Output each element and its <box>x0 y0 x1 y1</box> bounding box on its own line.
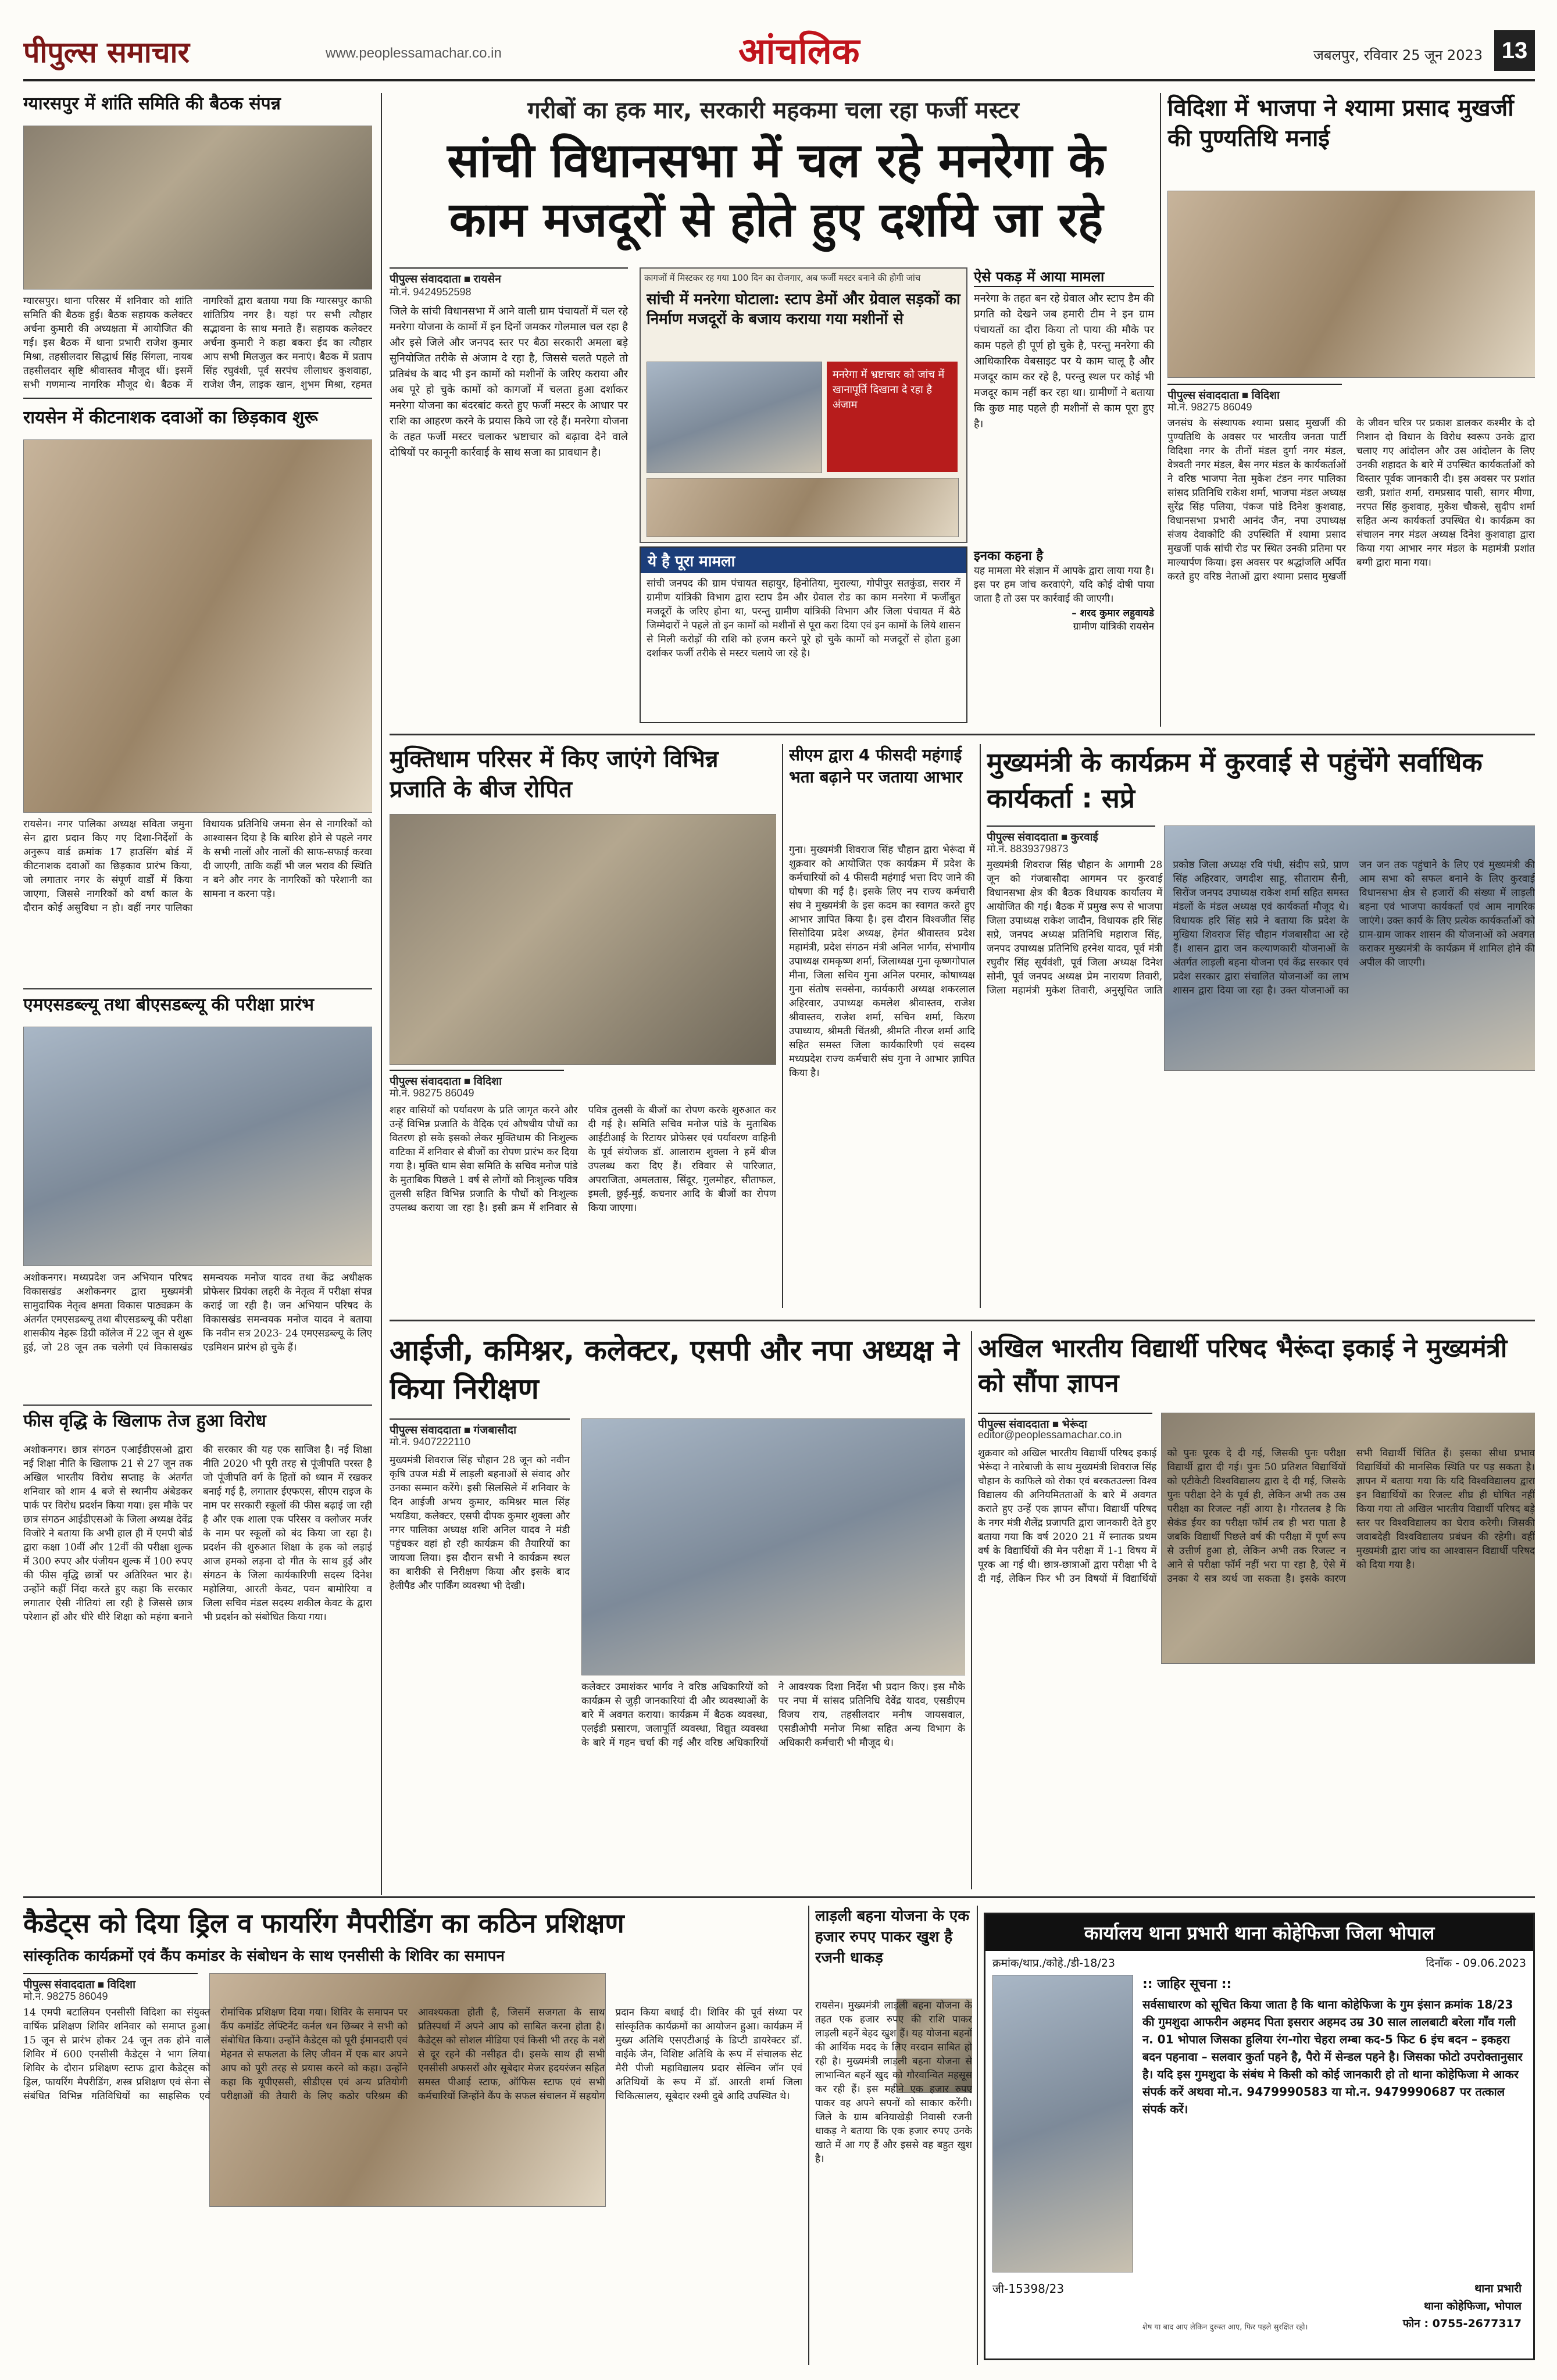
photo <box>23 1027 372 1266</box>
body: शुक्रवार को अखिल भारतीय विद्यार्थी परिषद इकाई भेरूंदा ने नारेबाजी के साथ मुख्यमंत्री शिवराज सिंह चौहान के काफिले को रोका एवं बरकतउल्ला विश्व विद्यालय की अनियमितताओं के बारे में अवगत कराते हुए उन्हें एक ज्ञापन सौंपा। विद्यार्थी परिषद के नगर मंत्री शैलेंद्र प्रजापति द्वारा जानकारी देते हुए बताया गया कि वर्ष 2020 21 में स्नातक प्रथम वर्ष के विद्यार्थियों की मेन परीक्षा में 1-1 विषय में पूरक आ गई थी। छात्र-छात्राओं द्वारा परीक्षा भी दे दी गई, लेकिन फिर भी उन विषयों में विद्यार्थियों को पुनः पूरक दे दी गई, जिसकी पुनः परीक्षा विद्यार्थी द्वारा दी गई। पुनः 50 प्रतिशत विद्यार्थियों को एटीकेटी विश्वविद्यालय द्वारा दे दी गई, जिसके पुनः परीक्षा देने के पूर्व ही, लेकिन अभी तक उस परीक्षा का रिजल्ट नहीं आया है। गौरतलब है कि सेकंड ईयर का परीक्षा फॉर्म तब ही भरा पाता है जबकि विद्यार्थी पिछले वर्ष की परीक्षा में पूर्ण रूप से उत्तीर्ण हुआ हो, लेकिन अभी तक रिजल्ट न आने से परीक्षा फॉर्म नहीं भरा पा रहा है, ऐसे में उनका ये सत्र व्यर्थ जा सकता है। इसके कारण सभी विद्यार्थी चिंतित हैं। इसका सीधा प्रभाव विद्यार्थियों की मानसिक स्थिति पर पड़ सकता है। ज्ञापन में बताया गया कि यदि विश्वविद्यालय द्वारा इन विद्यार्थियों का रिजल्ट शीघ्र ही घोषित नहीं किया गया तो अखिल भारतीय विद्यार्थी परिषद बड़े स्तर पर विश्वविद्यालय का घेराव करेगी। जिसकी जवाबदेही विश्वविद्यालय प्रबंधन की रहेगी। वहीं मुख्यमंत्री द्वारा जांच का आश्वासन विद्यार्थी परिषद को दिया गया है। <box>978 1448 1535 1585</box>
byline-text: पीपुल्स संवाददाता <box>390 1424 461 1436</box>
byline-place: रायसेन <box>473 273 501 285</box>
box-title: ये है पूरा मामला <box>641 548 966 573</box>
body: मुख्यमंत्री शिवराज सिंह चौहान 28 जून को नवीन कृषि उपज मंडी में लाड़ली बहनाओं से संवाद और उनका सम्मान करेंगे। इसी सिलसिले में शनिवार के दिन आईजी अभय कुमार, कमिश्नर माल सिंह भयडिया, कलेक्टर, एसपी दीपक कुमार शुक्ला और नगर पालिका अध्यक्ष शशि अनिल यादव ने मंडी पहुंचकर वहां हो रही कार्यक्रम की तैयारियों का जायजा लिया। इस दौरान सभी ने कार्यक्रम स्थल का बारीकी से निरीक्षण किया और इसके बाद हेलीपैड और पार्किंग व्यवस्था भी देखी। <box>390 1455 570 1592</box>
story-cm-da <box>789 744 975 1314</box>
photo <box>390 814 776 1065</box>
byline-text: पीपुल्स संवाददाता <box>390 273 461 285</box>
headline: मुख्यमंत्री के कार्यक्रम में कुरवाई से पहुंचेंगे सर्वाधिक कार्यकर्ता : सप्रे <box>987 746 1483 814</box>
clip-photo-2 <box>647 478 959 537</box>
missing-person-photo <box>992 1975 1133 2272</box>
byline-text: पीपुल्स संवाददाता <box>978 1418 1049 1431</box>
headline: लाड़ली बहना योजना के एक हजार रुपए पाकर खुश है रजनी धाकड़ <box>815 1907 970 1967</box>
mobile: मो.नं. 98275 86049 <box>1167 401 1252 413</box>
body: गुना। मुख्यमंत्री शिवराज सिंह चौहान द्वारा भेरूंदा में शुक्रवार को आयोजित एक कार्यक्रम में प्रदेश के कर्मचारियों को 4 फीसदी महंगाई भत्ता दिए जाने की घोषणा की गई है। इसके लिए नप राज्य कर्मचारी संघ ने मुख्यमंत्री के इस कदम का स्वागत करते हुए आभार ज्ञापित किया है। इस दौरान विश्वजीत सिंह सिसोदिया प्रदेश अध्यक्ष, हेमंत श्रीवास्तव प्रदेश महामंत्री, प्रदेश संगठन मंत्री अनिल भार्गव, संभागीय उपाध्यक्ष रामकृष्ण शर्मा, जिलाध्यक्ष गुना कृष्णगोपाल मीना, जिला सचिव गुना अनिल परमार, कोषाध्यक्ष गुना संतोष सक्सेना, कार्यकारी अध्यक्ष शकरलाल अहिरवार, उपाध्यक्ष कमलेश श्रीवास्तव, राजेश श्रीवास्तव, राजेश शर्मा, सचिन शर्मा, किरण उपाध्याय, श्रीमती चिंतश्री, श्रीमति नीरज शर्मा आदि सहित समस्त जिला कार्यकारिणी एवं सदस्य मध्यप्रदेश राज्य कर्मचारी संघ गुना ने आभार ज्ञापित किया है। <box>789 844 975 1079</box>
byline-text: पीपुल्स संवाददाता <box>987 831 1058 844</box>
headline: रायसेन में कीटनाशक दवाओं का छिड़काव शुरू <box>23 408 318 428</box>
byline-place: भेरूंदा <box>1062 1418 1087 1431</box>
headline: कैडेट्स को दिया ड्रिल व फायरिंग मैपरीडिंग का कठिन प्रशिक्षण <box>23 1907 624 1939</box>
caption-body: कलेक्टर उमाशंकर भार्गव ने वरिष्ठ अधिकारियों को कार्यक्रम से जुड़ी जानकारियां दी और व्यवस्थाओं के बारे में अवगत कराया। कार्यक्रम में बैठक व्यवस्था, एलईडी प्रसारण, जलापूर्ति व्यवस्था, विद्युत व्यवस्था के बारे में गहन चर्चा की गई और वरिष्ठ अधिकारियों ने आवश्यक दिशा निर्देश भी प्रदान किए। इस मौके पर नपा में सांसद प्रतिनिधि देवेंद्र यादव, एसडीएम विजय राय, तहसीलदार मनीष जायसवाल, एसडीओपी मनोज मिश्रा सहित अन्य विभाग के अधिकारी कर्मचारी भी मौजूद थे। <box>581 1681 965 1749</box>
headline: ग्यारसपुर में शांति समिति की बैठक संपन्न <box>23 94 281 114</box>
masthead <box>23 23 1535 81</box>
subhead: सांस्कृतिक कार्यक्रमों एवं कैंप कमांडर के संबोधन के साथ एनसीसी के शिविर का समापन <box>23 1947 505 1965</box>
lead-mobile: मो.नं. 9424952598 <box>390 286 472 298</box>
lead-headline: सांची विधानसभा में चल रहे मनरेगा के काम मजदूरों से होते हुए दर्शाये जा रहे <box>447 133 1105 248</box>
body: अशोकनगर। छात्र संगठन एआईडीएसओ द्वारा नई शिक्षा नीति के खिलाफ 21 से 27 जून तक अखिल भारतीय विरोध सप्ताह के अंतर्गत शनिवार को शाम 4 बजे से स्थानीय अंबेडकर पार्क पर विरोध प्रदर्शन किया गया। इस मौके पर छात्र संगठन आईडीएसओ के जिला अध्यक्ष देवेंद्र विजोरे ने बताया कि अभी हाल ही में एमपी बोर्ड द्वारा कक्षा 10वीं और 12वीं की परीक्षा शुल्क में 300 रुपए और पंजीयन शुल्क में 100 रुपए की फीस वृद्धि छात्रों पर अतिरिक्त भार है। उन्होंने कहीं निंदा करते हुए कहा कि सरकार लगातार ऐसी नीतियां ला रही है जिससे छात्र परेशान हों और धीरे धीरे शिक्षा को महंगा बनाने की सरकार की यह एक साजिश है। नई शिक्षा नीति 2020 भी पूरी तरह से पूंजीपति परस्त है जो पूंजीपति वर्ग के हितों को ध्यान में रखकर बनाई गई है, लगातार ईएफएस, सीएम राइज के नाम पर सरकारी स्कूलों की फीस बढ़ाई जा रही है और एक शाला एक परिसर व क्लोजर मर्जर के नाम पर स्कूलों को बंद किया जा रहा है। प्रदर्शन की शुरुआत शिक्षा के हक को लड़ाई आज हमको लड़ना दो गीत के साथ हुई और संगठन के जिला कार्यकारिणी सदस्य दिनेश महोलिया, आरती केवट, पवन बामोरिया व जिला सचिव मंडल सदस्य शकील केवट के द्वारा भी प्रदर्शन को संबोधित किया गया। <box>23 1444 372 1623</box>
story-ladli-behna <box>815 1906 972 2365</box>
body: रायसेन। नगर पालिका अध्यक्ष सविता जमुना सेन द्वारा प्रदान किए गए दिशा-निर्देशों के अनुरूप वार्ड क्रमांक 17 हाउसिंग बोर्ड में कीटनाशक दवाओं का छिड़काव प्रारंभ किया, जो लगातार नगर के संपूर्ण वार्डों में किया जाएगा, जिससे नागरिकों को वर्षा काल के दौरान कोई असुविधा न हो। वहीं नगर पालिका विधायक प्रतिनिधि जमना सेन से नागरिकों को आश्वासन दिया है कि बारिश होने से पहले नगर के सभी नालों और नालों की साफ-सफाई करवा दी जाएगी, ताकि कहीं भी जल भराव की स्थिति न बने और नगर के नागरिकों को परेशानी का सामना न करना पड़े। <box>23 819 372 914</box>
headline: विदिशा में भाजपा ने श्यामा प्रसाद मुखर्जी की पुण्यतिथि मनाई <box>1167 95 1514 152</box>
body: रायसेन। मुख्यमंत्री लाड़ली बहना योजना के तहत एक हजार रुपए की राशि पाकर लाड़ली बहनें बेहद खुश हैं। यह योजना बहनों की आर्थिक मदद के लिए वरदान साबित हो रही है। मुख्यमंत्री लाड़ली बहना योजना से लाभान्वित बहनें खुद को गौरवान्वित महसूस कर रही हैं। इस महीने एक हजार रुपए पाकर वह अपने सपनों को साकार करेंगी। जिले के ग्राम बनियाखेड़ी निवासी रजनी धाकड़ ने बताया कि एक हजार रुपए उनके खाते में आ गए हैं और इससे वह बहुत खुश है। <box>815 2000 972 2165</box>
lead-byline: पीपुल्स संवाददाता ■ रायसेन <box>390 267 628 286</box>
byline-text: पीपुल्स संवाददाता <box>390 1075 461 1088</box>
story-vidisha-bjp <box>1167 93 1535 727</box>
story-fee-protest <box>23 1410 372 1893</box>
byline-place: विदिशा <box>1251 389 1280 402</box>
lead-body: जिले के सांची विधानसभा में आने वाली ग्राम पंचायतों में चल रहे मनरेगा योजना के कामों में इन दिनों जमकर गोलमाल चल रहा है और इसे जिले और जनपद स्तर पर बैठा सरकारी अमला बड़े सुनियोजित तरीके से अंजाम दे रहा है, जिससे चलते पहले तो प्रतिबंध के बाद भी इन कामों को मशीनों के जरिए कराया और अब पूरे हो चुके कामों को कागजों में चलता हुआ दर्शाकर मनरेगा योजना का बंदरबांट करते हुए फर्जी मस्टर के आधार पर राशि का आहरण करने के प्रयास किये जा रहे हैं। मनरेगा योजना के तहत फर्जी मस्टर चलाकर भ्रष्टाचार को बढ़ावा देने वाले दोषियों पर कानूनी कार्रवाई के साथ सजा का प्रावधान है। <box>390 305 628 459</box>
story-msw-exam <box>23 994 372 1401</box>
quote-role: ग्रामीण यांत्रिकी रायसेन <box>1073 621 1154 632</box>
lead-clipping <box>640 267 967 543</box>
story-abvp <box>978 1331 1535 1889</box>
quote-body: यह मामला मेरे संज्ञान में आपके द्वारा लाया गया है। इस पर हम जांच करवाएंगे, यदि कोई दोषी पाया जाता है तो उस पर कार्रवाई की जाएगी। <box>974 565 1154 605</box>
mobile: मो.नं. 9407222110 <box>390 1436 471 1448</box>
story-raisen-spray <box>23 407 372 953</box>
byline: पीपुल्स संवाददाता ■ विदिशा <box>1167 384 1342 402</box>
story-ncc-cadets <box>23 1906 802 2365</box>
notice-sign-1: थाना प्रभारी <box>1474 2282 1522 2295</box>
byline-text: पीपुल्स संवाददाता <box>23 1979 95 1991</box>
quote-title: इनका कहना है <box>974 549 1044 563</box>
mobile: मो.नं. 98275 86049 <box>23 1991 108 2002</box>
side-title: ऐसे पकड़ में आया मामला <box>974 267 1154 287</box>
clip-photo <box>647 362 822 473</box>
story-ig-inspection <box>390 1331 965 1889</box>
body: जनसंघ के संस्थापक श्यामा प्रसाद मुखर्जी की पुण्यतिथि के अवसर पर भारतीय जनता पार्टी विदिशा नगर के तीनों मंडल दुर्गा नगर मंडल, वेत्रवती नगर मंडल, बैस नगर मंडल के कार्यकर्ताओं ने वरिष्ठ भाजपा नेता मुकेश टंडन नगर पालिका सांसद प्रतिनिधि राकेश शर्मा, भाजपा मंडल अध्यक्ष सुरेंद्र सिंह पलिया, पंकज पांडे दिनेश कुशवाह, विधानसभा प्रभारी आनंद जैन, नपा उपाध्यक्ष संजय देवाकोटि की उपस्थिति में श्यामा प्रसाद मुखर्जी पार्क सांची रोड पर स्थित उनकी प्रतिमा पर माल्यार्पण किया। इस अवसर पर श्रद्धांजलि अर्पित करते हुए वरिष्ठ नेताओं द्वारा श्यामा प्रसाद मुखर्जी के जीवन चरित्र पर प्रकाश डालकर कश्मीर के दो निशान दो विधान के विरोध स्वरूप उनके द्वारा चलाए गए आंदोलन और उस आंदोलन के लिए उनकी शहादत के बारे में उपस्थित कार्यकर्ताओं को विस्तार पूर्वक जानकारी दी। इस अवसर पर प्रशांत खत्री, प्रशांत शर्मा, रामप्रसाद पासी, सागर मीणा, नरपत सिंह कुशवाह, मुकेश चौकसे, सुदीप शर्मा सहित अन्य कार्यकर्ता उपस्थित थे। कार्यक्रम का संचालन नगर मंडल अध्यक्ष दिनेश कुशवाहा द्वारा किया गया आभार नगर मंडल के महामंत्री प्रशांत बग्गी द्वारा माना गया। <box>1167 417 1535 583</box>
byline: पीपुल्स संवाददाता ■ भेरूंदा <box>978 1413 1152 1431</box>
photo <box>23 126 372 290</box>
side-box <box>974 267 1154 541</box>
headline: एमएसडब्ल्यू तथा बीएसडब्ल्यू की परीक्षा प्रारंभ <box>23 995 314 1015</box>
paper-logo: पीपुल्स समाचार <box>23 35 190 69</box>
full-case-box <box>640 546 967 723</box>
notice-ref: क्रमांक/थाप्र./कोहे./डी-18/23 <box>992 1957 1115 1970</box>
email[interactable]: editor@peoplessamachar.co.in <box>978 1429 1122 1441</box>
byline: पीपुल्स संवाददाता ■ गंजबासौदा <box>390 1418 570 1437</box>
byline-place: कुरवाई <box>1070 831 1098 844</box>
clip-caption: कागजों में मिस्टकर रह गया 100 दिन का रोजगार, अब फर्जी मस्टर बनाने की होगी जांच <box>644 273 921 283</box>
clip-headline: सांची में मनरेगा घोटाला: स्टाप डेमों और ग्रेवाल सड़कों का निर्माण मजदूरों के बजाय कराया गया मशीनों से <box>647 291 960 328</box>
byline-place: विदिशा <box>107 1979 135 1991</box>
body: ग्यारसपुर। थाना परिसर में शनिवार को शांति समिति की बैठक हुई। बैठक सहायक कलेक्टर अर्चना कुमारी की अध्यक्षता में आयोजित की गई। इस बैठक में थाना प्रभारी राजेश कुमार मिश्रा, तहसीलदार सिद्धार्थ सिंह सिंगला, नायब तहसीलदार सृष्टि श्रीवास्तव मौजूद थीं। इसमें सभी गणमान्य नागरिक मौजूद थे। बैठक में नागरिकों द्वारा बताया गया कि ग्यारसपुर काफी शांतिप्रिय नगर है। यहां पर सभी त्यौहार सद्भावना के साथ मनाते हैं। सहायक कलेक्टर अर्चना कुमारी ने कहा बकरा ईद का त्यौहार आप सभी मिलजुल कर मनाएं। बैठक में प्रताप सिंह रघुवंशी, पूर्व सरपंच लीलाधर कुशवाहा, राजेश जैन, लाइक खान, शुभम मिश्रा, रहमत <box>23 295 372 391</box>
body: मुख्यमंत्री शिवराज सिंह चौहान के आगामी 28 जून को गंजबासौदा आगमन पर कुरवाई विधानसभा क्षेत्र की बैठक विधायक कार्यालय में आयोजित की गई। बैठक में प्रमुख रूप से भाजपा जिला उपाध्यक्ष राकेश जादौन, विधायक हरि सिंह सप्रे, जनपद अध्यक्ष प्रतिनिधि महाराज सिंह, जनपद उपाध्यक्ष प्रतिनिधि हरनेश यादव, पूर्व मंत्री रघुवीर सिंह सूर्यवंशी, पूर्व जिला अध्यक्ष दिनेश सोनी, पूर्व जनपद अध्यक्ष प्रेम नारायण तिवारी, जिला महामंत्री मुकेश तिवारी, अनुसूचित जाति प्रकोष्ठ जिला अध्यक्ष रवि पंथी, संदीप सप्रे, प्राण सिंह अहिरवार, जगदीश साहू, सीताराम सैनी, सिरोंज जनपद उपाध्यक्ष राकेश शर्मा सहित समस्त मंडलों के मंडल अध्यक्ष एवं कार्यकर्ता मौजूद थे। विधायक हरि सिंह सप्रे ने बताया कि प्रदेश के मुखिया शिवराज सिंह चौहान गंजबासौदा आ रहे हैं। शासन द्वारा जन कल्याणकारी योजनाओं के अंतर्गत लाड़ली बहना योजना एवं केंद्र सरकार एवं प्रदेश सरकार द्वारा संचालित योजनाओं का लाभ शासन द्वारा दिया जा रहा है। उक्त योजनाओं का जन जन तक पहुंचाने के लिए एवं मुख्यमंत्री की आम सभा को सफल बनाने के लिए कुरवाई विधानसभा क्षेत्र से हजारों की संख्या में लाड़ली बहना एवं भाजपा कार्यकर्ता एवं आम नागरिक जाएंगे। उक्त कार्य के लिए प्रत्येक कार्यकर्ताओं को ग्राम-ग्राम जाकर शासन की योजनाओं को अवगत कराकर मुख्यमंत्री के कार्यक्रम में शामिल होने की अपील की जाएगी। <box>987 859 1535 996</box>
notice-subtitle: :: जाहिर सूचना :: <box>1142 1977 1232 1992</box>
body: शहर वासियों को पर्यावरण के प्रति जागृत करने और उन्हें विभिन्न प्रजाति के वैदिक एवं औषधीय पौधों का वितरण हो सके इसको लेकर मुक्तिधाम की निःशुल्क वाटिका में शनिवार से बीजों का रोपण प्रारंभ कर दिया गया है। मुक्ति धाम सेवा समिति के सचिव मनोज पांडे के मुताबिक पिछले 1 वर्ष से लोगों को निःशुल्क पवित्र तुलसी सहित विभिन्न प्रजाति के पौधों को निःशुल्क उपलब्ध कराया जा रहा है। इसी क्रम में शनिवार से पवित्र तुलसी के बीजों का रोपण करके शुरुआत कर दी गई है। समिति सचिव मनोज पांडे के मुताबिक आईटीआई के रिटायर प्रोफेसर एवं पर्यावरण वाहिनी के पूर्व संयोजक डॉ. आलाराम शुक्ला ने हमें बीज उपलब्ध करा दिए हैं। रविवार से पारिजात, अपराजिता, अमलतास, सिंदूर, गुलमोहर, सीताफल, इमली, छुई-मुई, कचनार आदि के बीजों का रोपण किया जाएगा। <box>390 1105 776 1214</box>
notice-title: कार्यालय थाना प्रभारी थाना कोहेफिजा जिला भोपाल <box>985 1914 1533 1951</box>
headline: मुक्तिधाम परिसर में किए जाएंगे विभिन्न प्रजाति के बीज रोपित <box>390 746 719 803</box>
notice-footer: शेष या बाद आए लेकिन दुरुस्त आए, फिर पहले सुरक्षित रहो। <box>1142 2323 1308 2332</box>
notice-body: सर्वसाधारण को सूचित किया जाता है कि थाना कोहेफिजा के गुम इंसान क्रमांक 18/23 की गुमशुदा आफरीन अहमद पिता इसरार अहमद उम्र 30 साल लालबाटी बरेला गाँव गली न. 01 भोपाल जिसका हुलिया रंग-गोरा चेहरा लम्बा कद-5 फिट 6 इंच बदन – इकहरा बदन पहनावा – सलवार कुर्ता पहने है, पैरो में सेन्डल पहने है। जिसका फोटो उपरोक्तानुसार है। यदि इस गुमशुदा के संबंध मे किसी को कोई जानकारी हो तो थाना कोहेफिजा मे आकर संपर्क करें अथवा मो.न. 9479990583 या मो.न. 9479990687 पर तत्काल संपर्क करें। <box>1142 1997 1523 2116</box>
story-gyaraspur <box>23 93 372 395</box>
lead-story <box>390 93 1157 727</box>
byline-place: गंजबासौदा <box>473 1424 516 1436</box>
side-body: मनरेगा के तहत बन रहे ग्रेवाल और स्टाप डैम की प्रगति को देखने जब हमारी टीम ने इन ग्राम पंचायतों का दौरा किया तो पाया की मौके पर काम पहले ही पूर्ण हो चुके है, परन्तु मनरेगा की आधिकारिक वेबसाइट पर ये काम चालू है और मजदूर काम कर रहे है, परन्तु स्थल पर कोई भी मजदूर काम नहीं कर रहा था। ग्रामीणों ने बताया कि कुछ माह पहले ही मशीनों से काम पूरा हुए है। <box>974 292 1154 430</box>
page-number: 13 <box>1494 30 1535 71</box>
clip-quote: मनरेगा में भ्रष्टाचार को जांच में खानापूर्ति दिखाना दे रहा है अंजाम <box>827 362 958 472</box>
byline: पीपुल्स संवाददाता ■ विदिशा <box>390 1070 564 1088</box>
notice-phone: फोन : 0755-2677317 <box>1402 2317 1522 2330</box>
headline: फीस वृद्धि के खिलाफ तेज हुआ विरोध <box>23 1411 266 1431</box>
section-title: आंचलिक <box>738 30 860 72</box>
headline: सीएम द्वारा 4 फीसदी महंगाई भता बढ़ाने पर जताया आभार <box>789 745 963 787</box>
box-body: सांची जनपद की ग्राम पंचायत सहायुर, हिनोतिया, मुराल्या, गोपीपुर सतकुंडा, सरार में ग्रामीण यांत्रिकी विभाग द्वारा स्टाप डैम और ग्रेवाल रोड का काम मनरेगा में फर्जीबुत मजदूरों के जरिए होना था, परन्तु ग्रामीण यांत्रिकी विभाग और जिला पंचायत में बैठे जिम्मेदारों ने पहले तो इन कामों को मशीनों से पूरा करा दिया एवं इन कामों के लिये शासन से मिली करोड़ों की राशि को हजम करने पूरे हो चुके कामों को मजदूरों से होता हुआ दर्शाकर फर्जी तरीके से मस्टर चलाये जा रहे है। <box>647 578 960 659</box>
photo <box>581 1418 965 1675</box>
byline: पीपुल्स संवाददाता ■ विदिशा <box>23 1973 198 1992</box>
mobile: मो.नं. 8839379873 <box>987 843 1069 855</box>
lead-kicker: गरीबों का हक मार, सरकारी महकमा चला रहा फर्जी मस्टर <box>527 97 1019 124</box>
notice-sign-2: थाना कोहेफिजा, भोपाल <box>1423 2300 1522 2313</box>
headline: अखिल भारतीय विद्यार्थी परिषद भैरूंदा इकाई ने मुख्यमंत्री को सौंपा ज्ञापन <box>978 1334 1508 1398</box>
notice-date: दिनाँक - 09.06.2023 <box>1426 1957 1526 1970</box>
police-notice <box>984 1913 1535 2360</box>
byline-place: विदिशा <box>473 1075 502 1088</box>
body: अशोकनगर। मध्यप्रदेश जन अभियान परिषद विकासखंड अशोकनगर द्वारा मुख्यमंत्री सामुदायिक नेतृत्व क्षमता विकास पाठ्यक्रम के अंतर्गत एमएसडब्ल्यू तथा बीएसडब्ल्यू की परीक्षा शासकीय नेहरू डिग्री कॉलेज में 22 जून से शुरू हुई, जो 28 जून तक चलेगी एवं विकासखंड समन्वयक मनोज यादव तथा केंद्र अधीक्षक प्रोफेसर प्रियंका लहरी के नेतृत्व में परीक्षा संपन्न कराई जा रही है। जन अभियान परिषद के विकासखंड समन्वयक मनोज यादव ने बताया कि नवीन सत्र 2023- 24 एमएसडब्ल्यू के लिए एडमिशन प्रारंभ हो चुके हैं। <box>23 1272 372 1353</box>
byline: पीपुल्स संवाददाता ■ कुरवाई <box>987 826 1155 844</box>
notice-code: जी-15398/23 <box>992 2282 1065 2296</box>
photo <box>23 439 372 813</box>
issue-date: जबलपुर, रविवार 25 जून 2023 <box>1313 47 1483 63</box>
headline: आईजी, कमिश्नर, कलेक्टर, एसपी और नपा अध्यक्ष ने किया निरीक्षण <box>390 1334 959 1406</box>
story-kurwai <box>987 744 1535 1314</box>
website[interactable]: www.peoplessamachar.co.in <box>326 45 502 61</box>
byline-text: पीपुल्स संवाददाता <box>1167 389 1239 402</box>
mobile: मो.नं. 98275 86049 <box>390 1087 474 1099</box>
body: 14 एमपी बटालियन एनसीसी विदिशा का संयुक्त वार्षिक प्रशिक्षण शिविर शनिवार को समाप्त हुआ। 15 जून से प्रारंभ होकर 24 जून तक होने वाले शिविर में 600 एनसीसी कैडेट्स ने भाग लिया। शिविर के दौरान प्रशिक्षण स्टाफ द्वारा कैडेट्स को ड्रिल, फायरिंग मैपरीडिंग, शस्त्र प्रशिक्षण एवं सेना से संबंधित विभिन्न गतिविधियों का साहसिक एवं रोमांचिक प्रशिक्षण दिया गया। शिविर के समापन पर कैंप कमांडेंट लेफ्टिनेंट कर्नल धन छिब्बर ने सभी को संबोधित किया। उन्होंने कैडेट्स को पूरी ईमानदारी एवं मेहनत से सफलता के लिए जीवन में एक बार अपने आप को पूरी तरह से प्रयास करने को कहा। उन्होंने कहा कि यूपीएससी, सीडीएस एवं अन्य प्रतियोगी परीक्षाओं की तैयारी के लिए कठोर परिश्रम की आवश्यकता होती है, जिसमें सजगता के साथ प्रतिस्पर्धा में अपने आप को साबित करना होता है। कैडेट्स को सोशल मीडिया एवं किसी भी तरह के नशे से दूर रहने की नसीहत दी। इसके साथ ही सभी एनसीसी अफसरों और सूबेदार मेजर हदयरंजन सहित समस्त पीआई स्टाफ, ऑफिस स्टाफ एवं सभी कर्मचारियों जिन्होंने कैंप के सफल संचालन में सहयोग प्रदान किया बधाई दी। शिविर की पूर्व संध्या पर सांस्कृतिक कार्यक्रमों का आयोजन हुआ। कार्यक्रम में मुख्य अतिथि एसएटीआई के डिप्टी डायरेक्टर डॉ. वाईके जैन, विशिष्ट अतिथि के रूप में संचालक सेट मैरी पीजी महाविद्यालय प्रदार सेल्विन जॉन एवं अतिथियों के रूप में डॉ. आरती शर्मा जिला चिकित्सालय, सूबेदार रश्मी दुबे आदि उपस्थित थे। <box>23 2007 802 2102</box>
quote-box <box>974 546 1154 663</box>
story-muktidham <box>390 744 776 1314</box>
photo <box>1167 191 1535 378</box>
quote-by: – शरद कुमार लहुवायडे <box>1072 607 1154 619</box>
